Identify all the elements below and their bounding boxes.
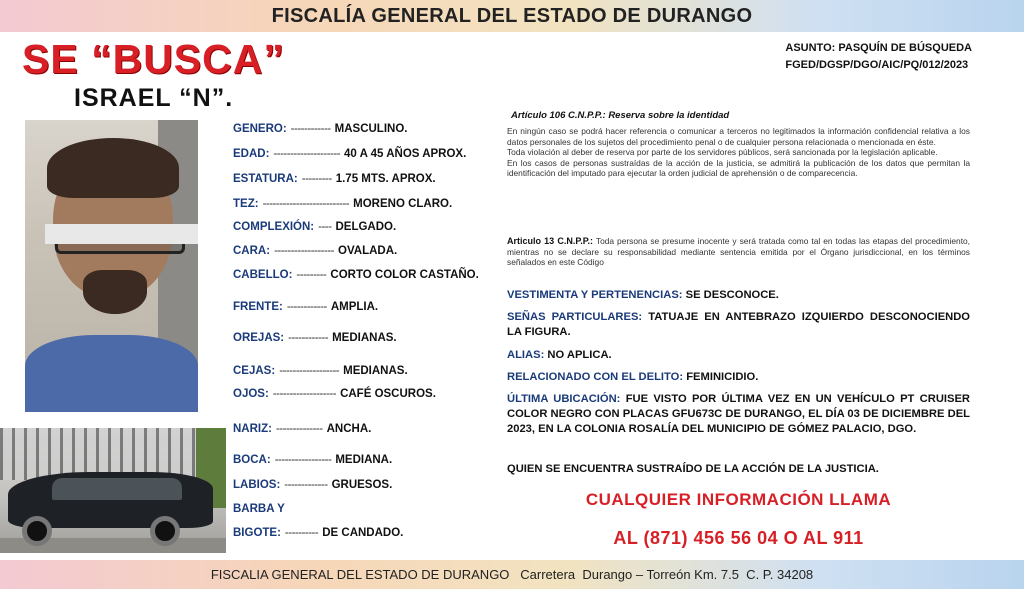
sustraido-text: QUIEN SE ENCUENTRA SUSTRAÍDO DE LA ACCIÓN DE LA JUSTICIA. [507,463,879,475]
right-column [507,110,971,548]
trait-row [233,365,408,377]
trait-dashes: ------------- [284,479,328,491]
trait-label: TEZ: [233,198,259,210]
trait-row [233,479,392,491]
detail-senas [507,310,970,340]
trait-value: CAFÉ OSCUROS. [340,388,436,400]
eye-censor-bar [45,224,198,244]
car-wheel-front [22,516,52,546]
trait-label: LABIOS: [233,479,281,491]
detail-ubicacion [507,392,970,437]
vestimenta-label: VESTIMENTA Y PERTENENCIAS: [507,289,683,301]
trait-label: OREJAS: [233,332,285,344]
trait-value: DELGADO. [335,221,397,233]
detail-vestimenta [507,288,970,303]
trait-row [233,123,407,135]
vestimenta-value: SE DESCONOCE. [685,289,779,301]
trait-row [233,332,397,344]
trait-value: AMPLIA. [330,301,379,313]
contact-line-1: CUALQUIER INFORMACIÓN LLAMA [585,490,892,509]
trait-label: FRENTE: [233,301,283,313]
agency-title: FISCALÍA GENERAL DEL ESTADO DE DURANGO [271,5,753,27]
trait-row [233,527,403,539]
header-band [0,0,1024,32]
law13-block [507,236,970,268]
law106-text [507,126,970,179]
trait-value: ANCHA. [326,423,372,435]
trait-dashes: ---- [318,221,332,233]
trait-dashes: --------- [301,173,332,185]
senas-label: SEÑAS PARTICULARES: [507,311,643,323]
footer-band [0,560,1024,589]
folio-line: FGED/DGSP/DGO/AIC/PQ/012/2023 [785,59,969,71]
trait-dashes: -------------------------- [262,198,350,210]
wanted-name: ISRAEL “N”. [74,84,234,112]
footer-address: FISCALIA GENERAL DEL ESTADO DE DURANGO Carretera Durango – Torreón Km. 7.5 C. P. 34208 [210,567,814,582]
law106-title: Artículo 106 C.N.P.P.: Reserva sobre la identidad [511,110,730,121]
trait-value: MORENO CLARO. [353,198,453,210]
detail-sustraido [507,462,970,477]
law13-text: Toda persona se presume inocente y será tratada como tal en todas las etapas del procedimiento, mientras no se declare su responsabilidad mediante sentencia emitida por el Órgano jurisdiccional, en los términos señalados en este Código [507,236,971,268]
trait-row [233,423,371,435]
asunto-line: ASUNTO: PASQUÍN DE BÚSQUEDA [785,42,972,54]
trait-row [233,301,378,313]
trait-row [233,454,392,466]
trait-dashes: ------------ [290,123,331,135]
trait-value: MEDIANAS. [343,365,408,377]
trait-value: 40 A 45 AÑOS APROX. [344,148,467,160]
trait-dashes: ------------ [286,301,327,313]
delito-label: RELACIONADO CON EL DELITO: [507,371,684,383]
trait-row [233,269,479,281]
car-wheel-rear [150,516,180,546]
trait-dashes: ------------------ [279,365,340,377]
trait-label: NARIZ: [233,423,272,435]
photo-hair [47,138,179,198]
trait-label: CEJAS: [233,365,276,377]
trait-label: EDAD: [233,148,270,160]
vehicle-photo [0,428,226,553]
trait-dashes: ------------ [288,332,329,344]
law106-p1: En ningún caso se podrá hacer referencia o comunicar a terceros no legitimados la información confidencial relativa a los datos personales de los sujetos del procedimiento penal o de cualquier persona relacionada o mencionada en éste. [507,126,970,147]
delito-value: FEMINICIDIO. [686,371,759,383]
trait-dashes: --------- [296,269,327,281]
trait-dashes: ------------------ [274,245,334,257]
trait-label: GENERO: [233,123,287,135]
trait-dashes: -------------------- [273,148,341,160]
detail-alias [507,348,970,363]
ubicacion-value: FUE VISTO POR ÚLTIMA VEZ EN UN VEHÍCULO PT CRUISER COLOR NEGRO CON PLACAS GFU673C DE DURANGO, EL DÍA 03 DE DICIEMBRE DEL 2023, EN LA COLONIA ROSALÍA DEL MUNICIPIO DE GÓMEZ PALACIO, DGO. [507,393,971,435]
trait-label: BIGOTE: [233,527,281,539]
detail-delito [507,370,970,385]
photo-beard [83,270,147,314]
trait-row [233,198,452,210]
trait-label: ESTATURA: [233,173,298,185]
trait-dashes: ---------- [284,527,319,539]
photo-shirt [25,335,198,412]
trait-label: OJOS: [233,388,269,400]
trait-label: BARBA Y [233,503,285,515]
reference-block [785,40,972,74]
trait-label: CABELLO: [233,269,293,281]
trait-value: GRUESOS. [331,479,393,491]
alias-value: NO APLICA. [547,349,612,361]
trait-row [233,221,396,233]
wanted-headline: SE “BUSCA” [22,36,285,82]
trait-value: 1.75 MTS. APROX. [335,173,436,185]
alias-label: ALIAS: [507,349,545,361]
trait-label: BOCA: [233,454,271,466]
trait-label: COMPLEXIÓN: [233,221,315,233]
trait-value: DE CANDADO. [322,527,404,539]
trait-dashes: -------------- [275,423,323,435]
law13-title: Articulo 13 C.N.P.P.: [507,236,594,246]
ubicacion-label: ÚLTIMA UBICACIÓN: [507,393,621,405]
trait-row [233,245,397,257]
trait-row [233,503,293,515]
car-window [52,478,182,500]
trait-label: CARA: [233,245,271,257]
trait-value: MEDIANAS. [332,332,397,344]
trait-dashes: ----------------- [274,454,332,466]
trait-row [233,148,466,160]
trait-value: OVALADA. [338,245,398,257]
trait-row [233,173,436,185]
trait-value: CORTO COLOR CASTAÑO. [330,269,479,281]
law106-p2: Toda violación al deber de reserva por parte de los servidores públicos, será sancionada por la legislación aplicable. [507,147,938,158]
trait-dashes: ------------------- [272,388,337,400]
person-photo [25,120,198,412]
trait-value: MEDIANA. [335,454,393,466]
contact-line-2: AL (871) 456 56 04 O AL 911 [613,528,864,548]
senas-value: TATUAJE EN ANTEBRAZO IZQUIERDO DESCONOCIENDO LA FIGURA. [507,311,971,338]
trait-value: MASCULINO. [334,123,408,135]
law106-p3: En los casos de personas sustraídas de la acción de la justicia, se admitirá la publicación de los datos que permitan la identificación del imputado para ejecutar la orden judicial de aprehensión o de comparecencia. [507,157,970,179]
trait-row [233,388,436,400]
